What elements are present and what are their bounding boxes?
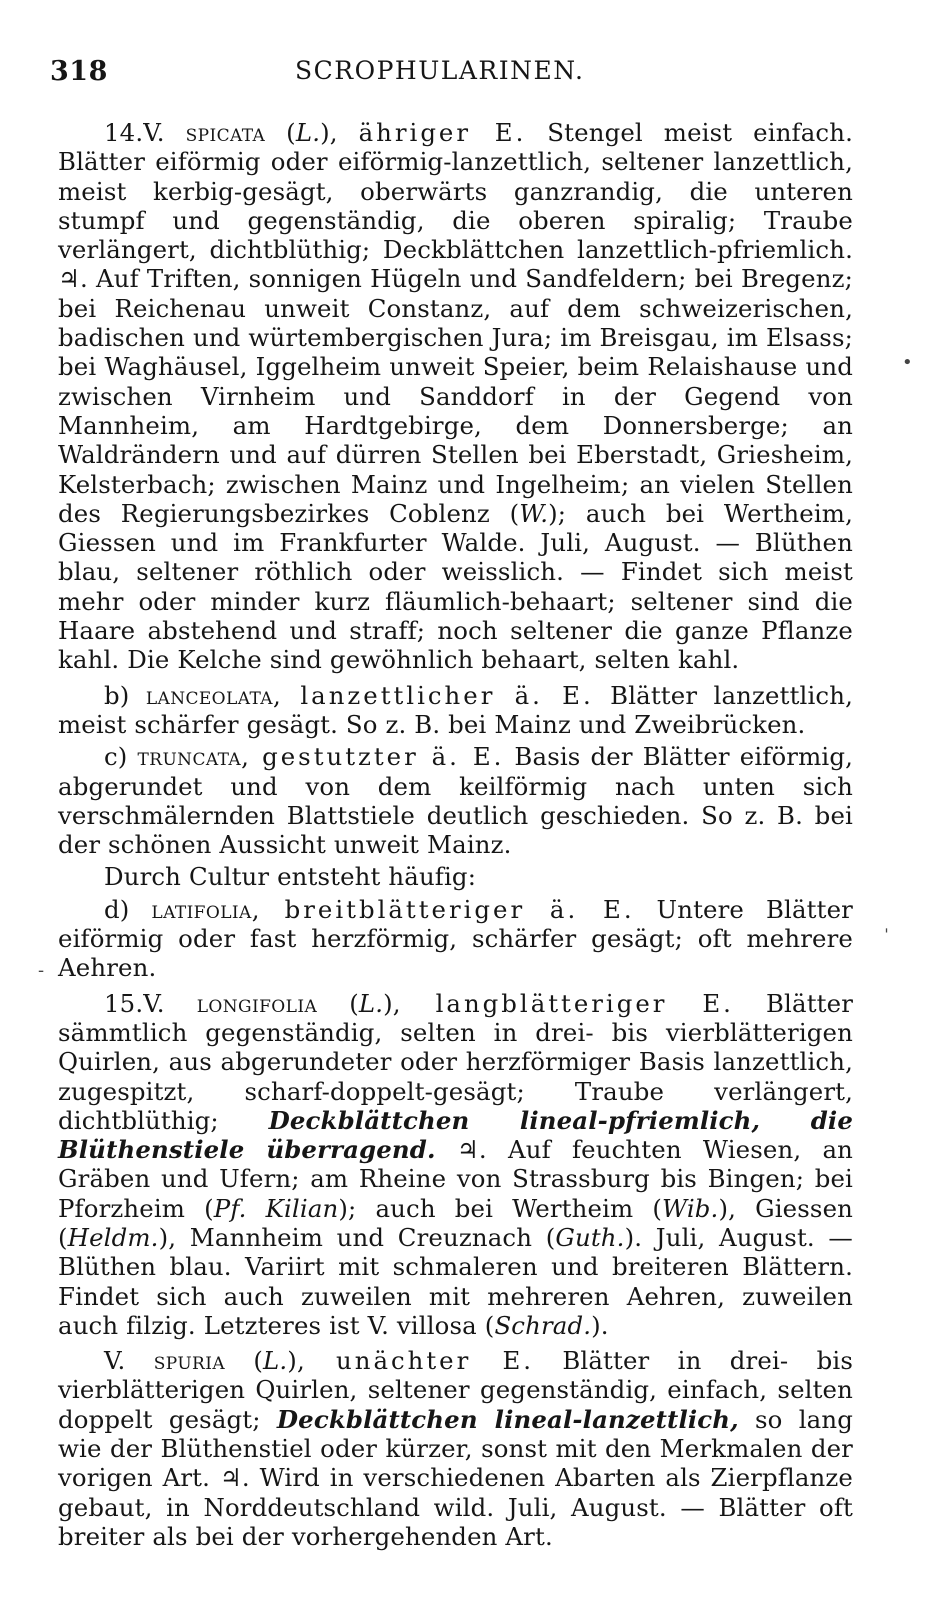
- description-text: Blätter sämmtlich gegenständig, selten in drei- bis vierblätterigen Quirlen, aus abgerundeter oder herzförmiger Basis lanzettlich, zugespitzt, scharf-doppelt-gesägt; Traube verlängert, dichtblüthig;: [58, 988, 853, 1135]
- description-text: Basis der Blätter eiförmig, abgerundet und von dem keilförmig nach unten sich verschmälernden Blattstiele deutlich geschieden. So z. B. bei der schönen Aussicht unweit Mainz.: [58, 742, 853, 860]
- page-header: [50, 56, 850, 96]
- description-text: ); auch bei Wertheim (: [338, 1193, 663, 1223]
- common-name: lanzettlicher ä. E.: [281, 680, 594, 710]
- page-number: 318: [50, 56, 108, 87]
- margin-tick: ˈ: [884, 926, 889, 947]
- species-number: 14.V.: [104, 118, 165, 147]
- key-character: Deckblättchen lineal-lanzettlich,: [276, 1404, 739, 1434]
- description-text: Stengel meist einfach. Blätter eiförmig oder eiförmig-lanzettlich, seltener lanzettlich, meist kerbig-gesägt, oberwärts ganzrandig, die unteren stumpf und gegenständig, die oberen spiralig; Traube verlängert, dichtblüthig; Deckblättchen lanzettlich-pfriemlich. ♃. Auf Triften, sonnigen Hügeln und Sandfeldern; bei Bregenz; bei Reichenau unweit Constanz, auf dem schweizerischen, badischen und würtembergischen Jura; im Breisgau, im Elsass; bei Waghäusel, Iggelheim unweit Speier, beim Relaishause und zwischen Virnheim und Sanddorf in der Gegend von Mannheim, am Hardtgebirge, dem Donnersberge; an Waldrändern und auf dürren Stellen bei Eberstadt, Griesheim, Kelsterbach; zwischen Mainz und Ingelheim; an vielen Stellen des Regierungsbezirkes Coblenz (: [58, 118, 853, 528]
- margin-dash: -: [38, 960, 45, 981]
- description-text: ). Juli, August. — Blüthen blau. Variirt mit schmaleren und breiteren Blättern. Findet sich auch zuweilen mit mehreren Aehren, zuweilen auch filzig. Letzteres ist V. villosa (: [58, 1222, 853, 1340]
- species-name: spuria: [153, 1346, 226, 1376]
- common-name: langblätteriger E.: [400, 988, 734, 1018]
- description-text: Durch Cultur entsteht häufig:: [104, 862, 477, 892]
- variety-name: latifolia,: [151, 894, 260, 924]
- common-name: unächter E.: [304, 1346, 534, 1376]
- description-text: ); auch bei Wertheim, Giessen und im Frankfurter Walde. Juli, August. — Blüthen blau, seltener röthlich oder weisslich. — Findet sich meist mehr oder minder kurz fläumlich-behaart; seltener sind die Haare abstehend und straff; noch seltener die ganze Pflanze kahl. Die Kelche sind gewöhnlich behaart, selten kahl.: [58, 498, 853, 675]
- common-name: ähriger E.: [358, 118, 527, 147]
- description-text: ).: [591, 1310, 609, 1340]
- description-text: so lang wie der Blüthenstiel oder kürzer, sonst mit den Merkmalen der vorigen Art. ♃. Wird in verschiedenen Abarten als Zierpflanze gebaut, in Norddeutschland wild. Juli, August. — Blätter oft breiter als bei der vorhergehenden Art.: [58, 1404, 853, 1551]
- variety-entry-lanceolata: [58, 681, 853, 740]
- description-text: Blätter in drei- bis vierblätterigen Quirlen, seltener gegenständig, einfach, selten doppelt gesägt;: [58, 1346, 853, 1434]
- authority: Pf. Kilian: [213, 1193, 339, 1223]
- authority: L.: [358, 988, 384, 1018]
- species-name: spicata: [185, 118, 266, 147]
- authority: Guth.: [555, 1222, 625, 1252]
- margin-dot: •: [902, 352, 913, 373]
- description-text: Blätter lanzettlich, meist schärfer gesägt. So z. B. bei Mainz und Zweibrücken.: [58, 680, 853, 739]
- variety-name: truncata,: [137, 742, 250, 772]
- species-number: 15.V.: [104, 988, 165, 1018]
- variety-name: lanceolata,: [145, 680, 282, 710]
- authority: W.: [519, 498, 549, 528]
- species-name: longifolia: [196, 988, 318, 1018]
- common-name: gestutzter ä. E.: [249, 742, 505, 772]
- running-head: SCROPHULARINEN.: [295, 56, 585, 85]
- cultivation-note: [58, 862, 853, 891]
- variety-entry-latifolia: [58, 895, 853, 983]
- body-text: [58, 118, 853, 1557]
- variety-letter: b): [104, 680, 146, 710]
- authority: L.: [263, 1346, 288, 1376]
- key-character: Deckblättchen lineal-pfriemlich, die Blüthenstiele überragend.: [58, 1105, 853, 1165]
- description-text: ♃. Auf feuchten Wiesen, an Gräben und Ufern; am Rheine von Strassburg bis Bingen; bei Pforzheim (: [58, 1135, 853, 1223]
- authority: Wib.: [662, 1193, 719, 1223]
- species-entry-spuria: V. spuria (L.), unächter E. Blätter in drei- bis vierblätterigen Quirlen, seltener gegenständig, einfach, selten doppelt gesägt; Deckblättchen lineal-lanzettlich, so lang wie der Blüthenstiel oder kürzer, sonst mit den Merkmalen der vorigen Art. ♃. Wird in verschiedenen Abarten als Zierpflanze gebaut, in Norddeutschland wild. Juli, August. — Blätter oft breiter als bei der vorhergehenden Art.: [58, 1346, 853, 1551]
- authority: Heldm.: [67, 1222, 159, 1252]
- species-number: V.: [104, 1346, 126, 1376]
- variety-entry-truncata: [58, 742, 853, 859]
- species-entry-longifolia: 15.V. longifolia (L.), langblätteriger E. Blätter sämmtlich gegenständig, selten in drei- bis vierblätterigen Quirlen, aus abgerundeter oder herzförmiger Basis lanzettlich, zugespitzt, scharf-doppelt-gesägt; Traube verlängert, dichtblüthig; Deckblättchen lineal-pfriemlich, die Blüthenstiele überragend. ♃. Auf feuchten Wiesen, an Gräben und Ufern; am Rheine von Strassburg bis Bingen; bei Pforzheim (Pf. Kilian); auch bei Wertheim (Wib.), Giessen (Heldm.), Mannheim und Creuznach (Guth.). Juli, August. — Blüthen blau. Variirt mit schmaleren und breiteren Blättern. Findet sich auch zuweilen mit mehreren Aehren, zuweilen auch filzig. Letzteres ist V. villosa (Schrad.).: [58, 988, 854, 1340]
- common-name: breitblätteriger ä. E.: [259, 894, 635, 924]
- description-text: ), Mannheim und Creuznach (: [158, 1222, 556, 1252]
- authority: Schrad.: [494, 1310, 592, 1340]
- authority: L.: [295, 118, 321, 147]
- variety-letter: c): [104, 742, 138, 772]
- species-entry-spicata: 14.V. spicata (L.), ähriger E. Stengel meist einfach. Blätter eiförmig oder eiförmig-lanzettlich, seltener lanzettlich, meist kerbig-gesägt, oberwärts ganzrandig, die unteren stumpf und gegenständig, die oberen spiralig; Traube verlängert, dichtblüthig; Deckblättchen lanzettlich-pfriemlich. ♃. Auf Triften, sonnigen Hügeln und Sandfeldern; bei Bregenz; bei Reichenau unweit Constanz, auf dem schweizerischen, badischen und würtembergischen Jura; im Breisgau, im Elsass; bei Waghäusel, Iggelheim unweit Speier, beim Relaishause und zwischen Virnheim und Sanddorf in der Gegend von Mannheim, am Hardtgebirge, dem Donnersberge; an Waldrändern und auf dürren Stellen bei Eberstadt, Griesheim, Kelsterbach; zwischen Mainz und Ingelheim; an vielen Stellen des Regierungsbezirkes Coblenz (W.); auch bei Wertheim, Giessen und im Frankfurter Walde. Juli, August. — Blüthen blau, seltener röthlich oder weisslich. — Findet sich meist mehr oder minder kurz fläumlich-behaart; seltener sind die Haare abstehend und straff; noch seltener die ganze Pflanze kahl. Die Kelche sind gewöhnlich behaart, selten kahl.: [58, 118, 853, 675]
- variety-letter: d): [104, 894, 152, 924]
- description-text: Untere Blätter eiförmig oder fast herzförmig, schärfer gesägt; oft mehrere Aehren.: [58, 894, 853, 983]
- description-text: ), Giessen (: [58, 1193, 854, 1252]
